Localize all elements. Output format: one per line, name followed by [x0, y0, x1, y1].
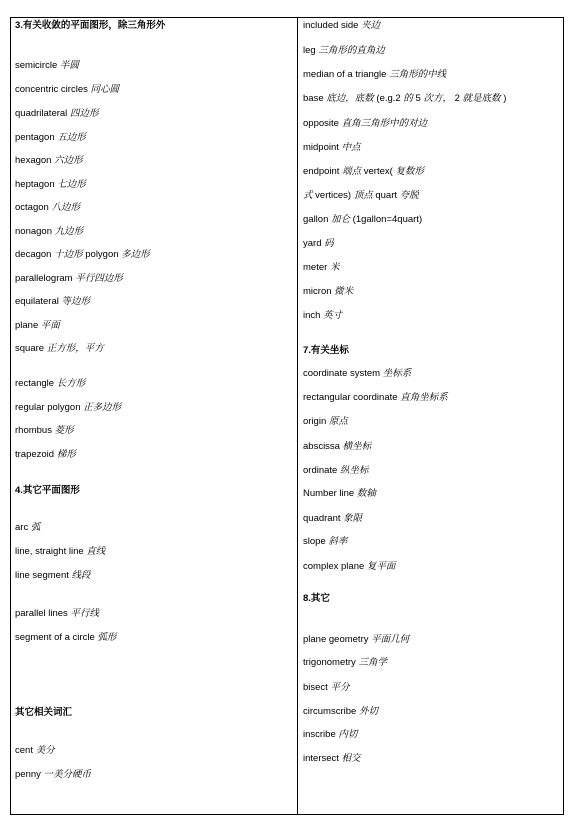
vocab-entry — [303, 214, 422, 226]
vocab-entry — [303, 561, 395, 573]
chinese-translation: 八边形 — [51, 202, 80, 213]
english-term: nonagon — [15, 226, 52, 237]
vocab-entry — [15, 402, 121, 414]
chinese-translation: 加仑 — [331, 214, 351, 225]
note-text: 2 — [454, 93, 463, 104]
vocab-entry — [15, 546, 105, 558]
section-heading: 其它相关词汇 — [15, 707, 73, 718]
chinese-translation: 底边，底数 — [326, 93, 374, 104]
vocab-entry — [303, 465, 369, 477]
vocab-entry — [303, 416, 348, 428]
vocab-entry — [303, 513, 362, 525]
chinese-translation: 坐标系 — [382, 368, 412, 379]
column-divider — [297, 18, 298, 814]
note-text: ) — [503, 93, 507, 104]
english-term: line segment — [15, 570, 69, 581]
english-term: included side — [303, 20, 359, 31]
chinese-translation: 长方形 — [56, 378, 86, 389]
chinese-translation: 端点 — [342, 166, 362, 177]
vocab-entry — [303, 729, 357, 741]
vocab-entry — [15, 608, 99, 620]
english-term: cent — [15, 745, 33, 756]
vocab-entry — [15, 296, 90, 308]
chinese-translation: 就是底数 — [462, 93, 501, 104]
vocab-entry — [15, 632, 116, 644]
chinese-translation: 平面几何 — [371, 634, 410, 645]
chinese-translation: 三角形的直角边 — [318, 45, 385, 56]
vocab-entry — [303, 69, 446, 81]
chinese-translation: 弧 — [30, 522, 41, 533]
vocab-entry — [303, 657, 387, 669]
chinese-translation: 斜率 — [328, 536, 348, 547]
chinese-translation: 横坐标 — [342, 441, 372, 452]
chinese-translation: 平面 — [40, 320, 60, 331]
chinese-translation: 复数形 — [395, 166, 424, 177]
english-term: parallel lines — [15, 608, 68, 619]
english-term: octagon — [15, 202, 49, 213]
section-heading: 3.有关收敛的平面图形，除三角形外 — [15, 20, 166, 31]
vocab-entry — [303, 118, 427, 130]
english-term: penny — [15, 769, 41, 780]
vocab-entry — [15, 378, 85, 390]
vocab-entry — [15, 202, 80, 214]
chinese-translation: 菱形 — [54, 425, 74, 436]
english-term: quadrilateral — [15, 108, 68, 119]
chinese-translation: 平行四边形 — [75, 273, 123, 284]
chinese-translation: 七边形 — [57, 179, 86, 190]
english-term: plane geometry — [303, 634, 369, 645]
english-term: Number line — [303, 488, 355, 499]
chinese-translation: 原点 — [328, 416, 348, 427]
english-term: intersect — [303, 753, 339, 764]
vocab-entry — [303, 392, 448, 404]
english-term: parallelogram — [15, 273, 73, 284]
vocab-entry — [303, 20, 380, 32]
chinese-translation: 六边形 — [54, 155, 83, 166]
section-heading: 8.其它 — [303, 593, 330, 604]
vocab-entry — [303, 536, 347, 548]
chinese-translation: 平行线 — [70, 608, 99, 619]
vocab-entry — [15, 570, 91, 582]
english-term: decagon — [15, 249, 52, 260]
vocab-entry — [15, 522, 40, 534]
vocab-entry — [303, 753, 361, 765]
chinese-translation: 码 — [324, 238, 334, 249]
chinese-translation: 英寸 — [323, 310, 343, 321]
english-term: rectangle — [15, 378, 55, 389]
vocab-entry — [15, 179, 86, 191]
english-term: inscribe — [303, 729, 336, 740]
vocab-entry — [15, 343, 104, 355]
english-term: polygon — [85, 249, 119, 260]
chinese-translation: 的 — [403, 93, 413, 104]
vocab-entry — [303, 142, 361, 154]
vocab-entry — [303, 441, 371, 453]
english-term: hexagon — [15, 155, 52, 166]
vocab-entry — [303, 682, 349, 694]
english-term: ordinate — [303, 465, 338, 476]
vocab-entry — [15, 132, 86, 144]
vocab-entry — [303, 706, 378, 718]
english-term: line, straight line — [15, 546, 84, 557]
vocabulary-table — [10, 17, 564, 815]
chinese-translation: 半圆 — [59, 60, 79, 71]
vocab-entry — [15, 449, 76, 461]
english-term: slope — [303, 536, 326, 547]
chinese-translation: 复平面 — [366, 561, 396, 572]
english-term: origin — [303, 416, 327, 427]
chinese-translation: 平分 — [330, 682, 350, 693]
chinese-translation: 顶点 — [353, 190, 373, 201]
english-term: rhombus — [15, 425, 52, 436]
chinese-translation: 直角坐标系 — [400, 392, 448, 403]
english-term: square — [15, 343, 45, 354]
english-term: abscissa — [303, 441, 340, 452]
english-term: plane — [15, 320, 39, 331]
english-term: yard — [303, 238, 322, 249]
section-heading: 4.其它平面图形 — [15, 485, 80, 496]
chinese-translation: 美分 — [35, 745, 55, 756]
chinese-translation: 夸脱 — [399, 190, 419, 201]
chinese-translation: 十边形 — [54, 249, 83, 260]
note-text: (1gallon=4quart) — [352, 214, 423, 225]
english-term: equilateral — [15, 296, 59, 307]
chinese-translation: 三角学 — [358, 657, 387, 668]
vocab-entry — [303, 93, 506, 105]
vocab-entry — [15, 320, 60, 332]
chinese-translation: 一美分硬币 — [43, 769, 92, 780]
chinese-translation: 米 — [329, 262, 340, 273]
vocab-entry — [15, 226, 83, 238]
english-term: leg — [303, 45, 316, 56]
english-term: concentric circles — [15, 84, 88, 95]
english-term: base — [303, 93, 324, 104]
chinese-translation: 正方形，平方 — [46, 343, 104, 354]
chinese-translation: 相交 — [341, 753, 361, 764]
english-term: coordinate system — [303, 368, 381, 379]
vocab-entry — [15, 745, 55, 757]
english-term: quadrant — [303, 513, 341, 524]
english-term: meter — [303, 262, 328, 273]
vocab-entry — [15, 425, 74, 437]
chinese-translation: 等边形 — [61, 296, 90, 307]
chinese-translation: 夹边 — [361, 20, 381, 31]
chinese-translation: 九边形 — [54, 226, 84, 237]
english-term: semicircle — [15, 60, 58, 71]
chinese-translation: 四边形 — [69, 108, 99, 119]
vocab-entry — [303, 238, 334, 250]
note-text: 5 — [415, 93, 424, 104]
vocab-entry — [15, 60, 79, 72]
vocab-entry — [303, 488, 376, 500]
english-term: opposite — [303, 118, 339, 129]
chinese-translation: 线段 — [71, 570, 91, 581]
english-term: complex plane — [303, 561, 365, 572]
english-term: gallon — [303, 214, 329, 225]
chinese-translation: 直角三角形中的对边 — [341, 118, 428, 129]
chinese-translation: 正多边形 — [83, 402, 122, 413]
english-term: arc — [15, 522, 29, 533]
vocab-entry — [15, 769, 91, 781]
vocab-entry — [303, 262, 339, 274]
chinese-translation: 微米 — [334, 286, 354, 297]
english-term: regular polygon — [15, 402, 81, 413]
vocab-entry — [15, 249, 150, 261]
english-term: heptagon — [15, 179, 55, 190]
chinese-translation: 直线 — [86, 546, 106, 557]
english-term: inch — [303, 310, 321, 321]
english-term: bisect — [303, 682, 328, 693]
chinese-translation: 外切 — [358, 706, 378, 717]
vocab-entry — [15, 155, 83, 167]
chinese-translation: 弧形 — [97, 632, 117, 643]
vocab-entry — [303, 166, 424, 178]
english-term: segment of a circle — [15, 632, 95, 643]
vocab-entry — [15, 108, 98, 120]
english-term: trapezoid — [15, 449, 55, 460]
chinese-translation: 多边形 — [121, 249, 150, 260]
vocab-entry — [303, 286, 353, 298]
chinese-translation: 象限 — [343, 513, 363, 524]
english-term: vertices) — [315, 190, 352, 201]
english-term: micron — [303, 286, 332, 297]
section-heading: 7.有关坐标 — [303, 345, 349, 356]
chinese-translation: 三角形的中线 — [389, 69, 447, 80]
english-term: midpoint — [303, 142, 339, 153]
vocab-entry — [303, 310, 342, 322]
vocab-entry — [15, 84, 119, 96]
chinese-translation: 中点 — [341, 142, 361, 153]
chinese-translation: 同心圆 — [90, 84, 120, 95]
vocab-entry — [303, 190, 419, 202]
english-term: quart — [375, 190, 398, 201]
chinese-translation: 数轴 — [356, 488, 376, 499]
chinese-translation: 次方， — [423, 93, 452, 104]
vocab-entry — [15, 273, 123, 285]
chinese-translation: 内切 — [338, 729, 358, 740]
english-term: vertex( — [363, 166, 393, 177]
vocab-entry — [303, 634, 409, 646]
chinese-translation: 式 — [303, 190, 313, 201]
chinese-translation: 五边形 — [57, 132, 86, 143]
english-term: median of a triangle — [303, 69, 387, 80]
chinese-translation: 纵坐标 — [339, 465, 369, 476]
english-term: circumscribe — [303, 706, 357, 717]
english-term: endpoint — [303, 166, 340, 177]
english-term: rectangular coordinate — [303, 392, 398, 403]
chinese-translation: 梯形 — [56, 449, 76, 460]
note-text: (e.g.2 — [376, 93, 404, 104]
vocab-entry — [303, 368, 411, 380]
english-term: pentagon — [15, 132, 55, 143]
vocab-entry — [303, 45, 385, 57]
english-term: trigonometry — [303, 657, 356, 668]
